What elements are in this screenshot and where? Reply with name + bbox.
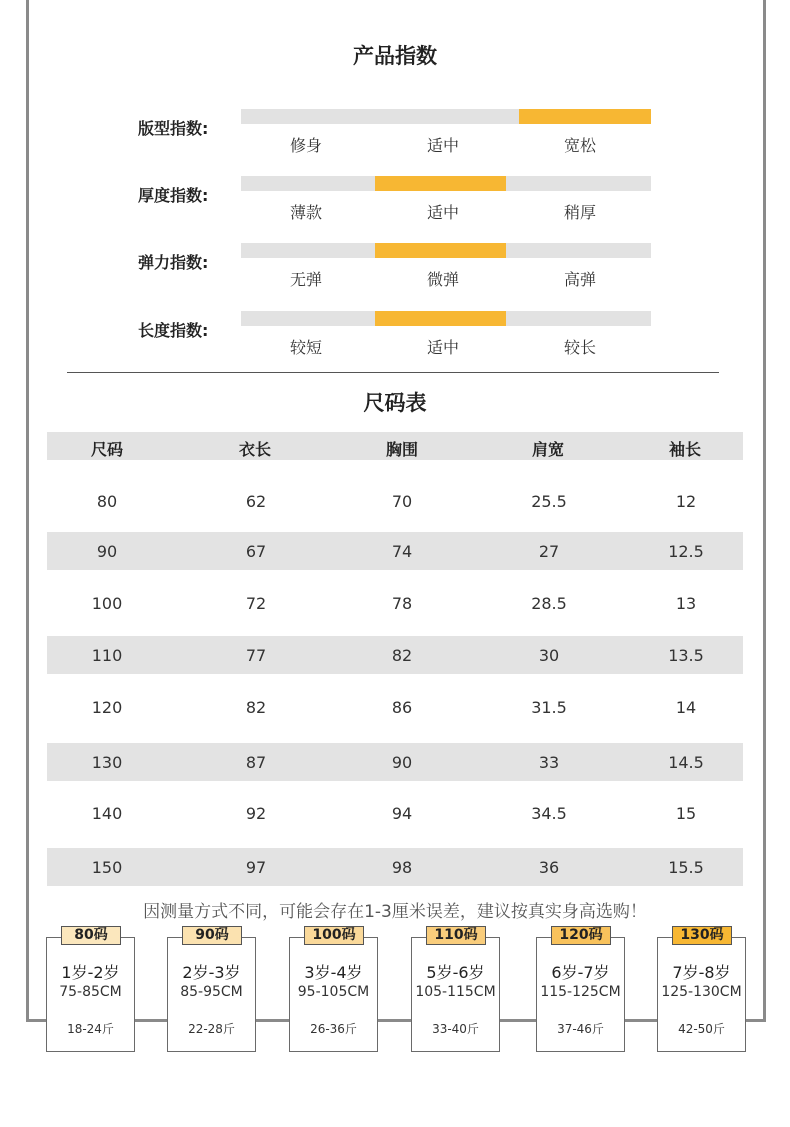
index-label: 弹力指数: — [138, 253, 209, 272]
index-selected-segment — [519, 109, 651, 124]
index-option: 较短 — [289, 338, 322, 357]
card-weight-range: 26-36斤 — [310, 1022, 357, 1036]
table-cell: 90 — [96, 542, 118, 561]
card-weight-range: 37-46斤 — [557, 1022, 604, 1036]
card-height-range: 75-85CM — [59, 984, 122, 1000]
card-weight-range: 42-50斤 — [678, 1022, 725, 1036]
size-guide-card — [411, 937, 500, 1052]
card-height-range: 95-105CM — [297, 984, 370, 1000]
index-option: 微弹 — [426, 270, 459, 289]
frame-right-border — [763, 0, 766, 1022]
card-weight-range: 22-28斤 — [188, 1022, 235, 1036]
index-label: 版型指数: — [138, 119, 209, 138]
card-height-range: 125-130CM — [661, 984, 742, 1000]
product-index-title: 产品指数 — [353, 44, 437, 68]
index-option: 适中 — [426, 338, 459, 357]
index-track-bar — [241, 109, 651, 124]
table-row — [47, 482, 743, 520]
table-cell: 120 — [91, 698, 123, 717]
table-cell: 27 — [538, 542, 560, 561]
section-divider — [67, 372, 719, 373]
table-row — [47, 743, 743, 781]
index-option: 适中 — [426, 203, 459, 222]
size-guide-card — [289, 937, 378, 1052]
table-cell: 34.5 — [531, 804, 567, 823]
table-cell: 74 — [391, 542, 413, 561]
card-age-range: 6岁-7岁 — [551, 963, 610, 982]
card-age-range: 3岁-4岁 — [304, 963, 363, 982]
index-track-bar — [241, 176, 651, 191]
table-row — [47, 794, 743, 832]
table-cell: 82 — [391, 646, 413, 665]
index-option: 修身 — [289, 136, 322, 155]
table-cell: 13.5 — [668, 646, 704, 665]
table-cell: 13 — [675, 594, 697, 613]
header-sleeve: 袖长 — [668, 440, 701, 459]
size-guide-card — [167, 937, 256, 1052]
table-cell: 92 — [245, 804, 267, 823]
table-cell: 33 — [538, 753, 560, 772]
table-cell: 72 — [245, 594, 267, 613]
header-length: 衣长 — [238, 440, 271, 459]
size-guide-card — [657, 937, 746, 1052]
table-cell: 78 — [391, 594, 413, 613]
card-age-range: 2岁-3岁 — [182, 963, 241, 982]
card-age-range: 7岁-8岁 — [672, 963, 731, 982]
card-age-range: 1岁-2岁 — [61, 963, 120, 982]
table-cell: 87 — [245, 753, 267, 772]
table-cell: 12.5 — [668, 542, 704, 561]
table-cell: 28.5 — [531, 594, 567, 613]
index-option: 高弹 — [563, 270, 596, 289]
size-guide-tag: 90码 — [182, 926, 242, 945]
table-cell: 86 — [391, 698, 413, 717]
table-cell: 14.5 — [668, 753, 704, 772]
index-label: 厚度指数: — [138, 186, 209, 205]
table-cell: 15.5 — [668, 858, 704, 877]
table-cell: 110 — [91, 646, 123, 665]
table-row — [47, 848, 743, 886]
header-chest: 胸围 — [385, 440, 418, 459]
frame-bottom-border — [26, 1019, 766, 1022]
size-guide-tag: 130码 — [672, 926, 732, 945]
table-cell: 25.5 — [531, 492, 567, 511]
frame-left-border — [26, 0, 29, 1022]
table-row — [47, 636, 743, 674]
card-height-range: 105-115CM — [415, 984, 496, 1000]
index-option: 稍厚 — [563, 203, 596, 222]
table-cell: 67 — [245, 542, 267, 561]
card-age-range: 5岁-6岁 — [426, 963, 485, 982]
table-cell: 150 — [91, 858, 123, 877]
index-track-bar — [241, 243, 651, 258]
table-cell: 98 — [391, 858, 413, 877]
table-cell: 82 — [245, 698, 267, 717]
header-size: 尺码 — [90, 440, 123, 459]
size-guide-card — [46, 937, 135, 1052]
card-height-range: 85-95CM — [180, 984, 243, 1000]
table-cell: 97 — [245, 858, 267, 877]
table-cell: 14 — [675, 698, 697, 717]
table-cell: 36 — [538, 858, 560, 877]
table-row — [47, 584, 743, 622]
index-selected-segment — [375, 176, 506, 191]
table-cell: 130 — [91, 753, 123, 772]
index-option: 宽松 — [563, 136, 596, 155]
table-cell: 100 — [91, 594, 123, 613]
index-option: 较长 — [563, 338, 596, 357]
size-guide-tag: 120码 — [551, 926, 611, 945]
index-selected-segment — [375, 311, 506, 326]
index-selected-segment — [375, 243, 506, 258]
table-cell: 62 — [245, 492, 267, 511]
size-guide-tag: 80码 — [61, 926, 121, 945]
table-cell: 15 — [675, 804, 697, 823]
card-height-range: 115-125CM — [540, 984, 621, 1000]
index-track-bar — [241, 311, 651, 326]
index-option: 适中 — [426, 136, 459, 155]
table-cell: 30 — [538, 646, 560, 665]
table-header — [47, 432, 743, 460]
table-cell: 80 — [96, 492, 118, 511]
card-weight-range: 18-24斤 — [67, 1022, 114, 1036]
table-cell: 90 — [391, 753, 413, 772]
table-row — [47, 532, 743, 570]
size-guide-tag: 110码 — [426, 926, 486, 945]
table-cell: 140 — [91, 804, 123, 823]
table-cell: 70 — [391, 492, 413, 511]
card-weight-range: 33-40斤 — [432, 1022, 479, 1036]
index-option: 无弹 — [289, 270, 322, 289]
size-guide-card — [536, 937, 625, 1052]
table-cell: 77 — [245, 646, 267, 665]
index-label: 长度指数: — [138, 321, 209, 340]
table-cell: 12 — [675, 492, 697, 511]
size-chart-title: 尺码表 — [363, 391, 427, 415]
table-cell: 31.5 — [531, 698, 567, 717]
measurement-note: 因测量方式不同，可能会存在1-3厘米误差，建议按真实身高选购！ — [143, 902, 647, 922]
header-shoulder: 肩宽 — [531, 440, 564, 459]
table-row — [47, 688, 743, 726]
size-guide-tag: 100码 — [304, 926, 364, 945]
table-cell: 94 — [391, 804, 413, 823]
index-option: 薄款 — [289, 203, 322, 222]
